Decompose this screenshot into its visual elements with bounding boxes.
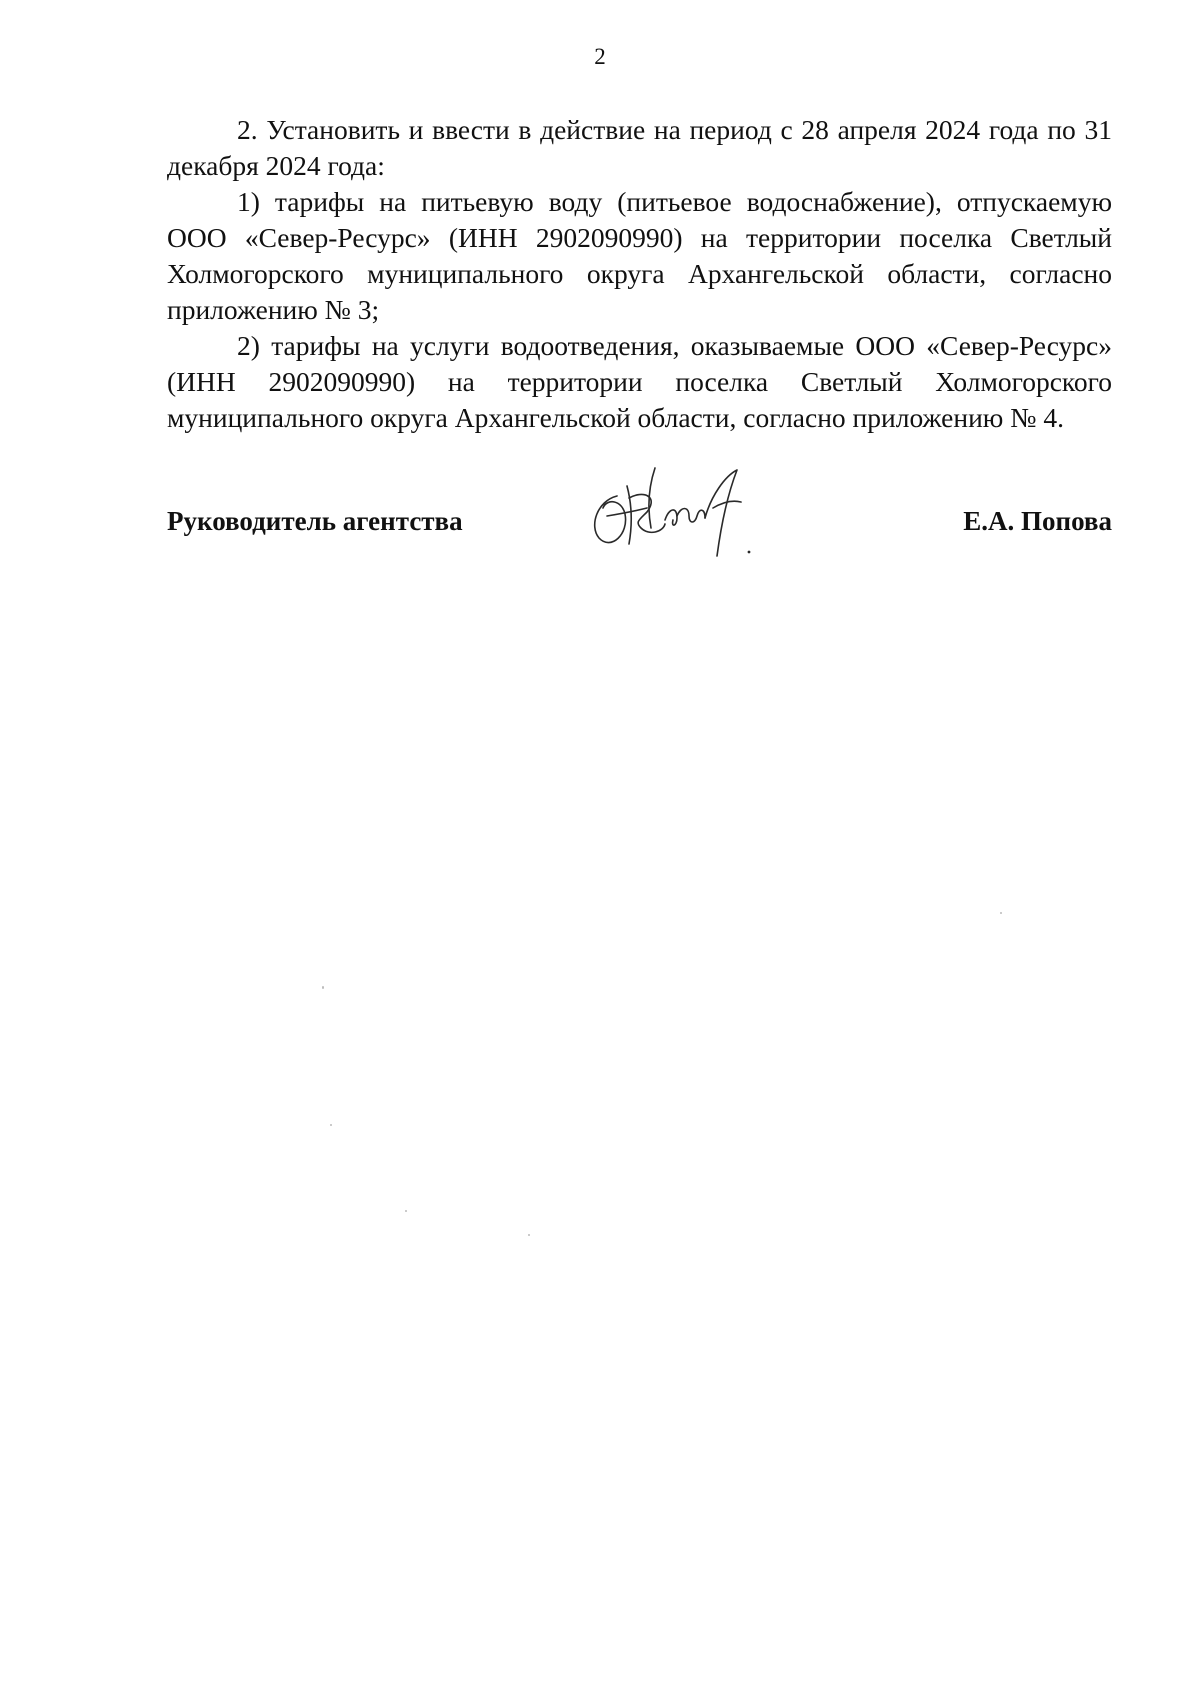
paragraph-item-2: 2. Установить и ввести в действие на период с 28 апреля 2024 года по 31 декабря 2024 года: [167,114,1112,181]
paragraph-subitem-1: 1) тарифы на питьевую воду (питьевое водоснабжение), отпускаемую ООО «Север-Ресурс» (ИНН 2902090990) на территории поселка Светлый Холмогорского муниципального округа Архангельской области, согласно приложению № 3; [167,186,1112,325]
handwritten-signature [577,456,757,566]
signatory-title: Руководитель агентства [167,506,463,536]
signatory-name: Е.А. Попова [963,506,1112,536]
scan-artifact [322,986,324,989]
paragraph-subitem-2: 2) тарифы на услуги водоотведения, оказываемые ООО «Север-Ресурс» (ИНН 2902090990) на территории поселка Светлый Холмогорского муниципального округа Архангельской области, согласно приложению № 4. [167,330,1112,433]
scan-artifact [330,1124,332,1126]
page-number: 2 [594,44,606,69]
scan-artifact [528,1234,530,1236]
document-body [167,112,1112,436]
scan-artifact [1000,912,1002,914]
scan-artifact [405,1210,407,1212]
signature-block [167,456,1112,566]
